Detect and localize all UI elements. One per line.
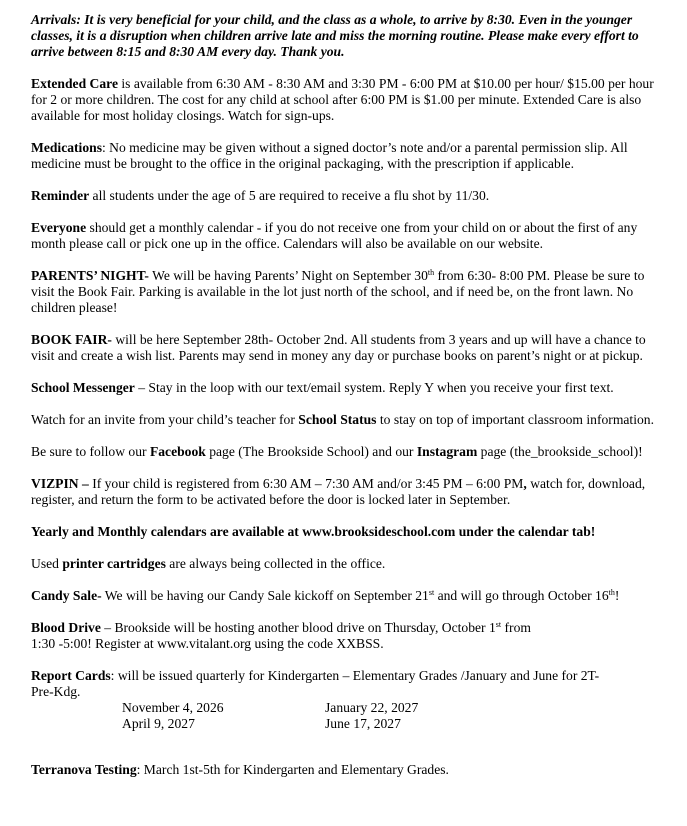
arrivals-paragraph [31, 12, 671, 60]
printer-paragraph [31, 556, 671, 572]
candy-sale-text-a: We will be having our Candy Sale kickoff on September 21 [101, 588, 429, 603]
report-card-dates [122, 700, 671, 732]
school-status-bold: School Status [298, 412, 377, 427]
school-messenger-text: – Stay in the loop with our text/email system. Reply Y when you receive your first text. [134, 380, 614, 395]
parents-night-text-a: We will be having Parents’ Night on September 30 [148, 268, 428, 283]
report-date: April 9, 2027 [122, 716, 195, 731]
candy-sale-ordinal-a: st [428, 588, 435, 597]
blood-drive-text-a: – Brookside will be hosting another blood drive on Thursday, October 1 [100, 620, 496, 635]
blood-drive-ordinal: st [495, 620, 502, 629]
terranova-text: : March 1st-5th for Kindergarten and Elementary Grades. [136, 762, 449, 777]
report-cards-paragraph [31, 668, 671, 700]
reminder-paragraph [31, 188, 671, 204]
social-text-b: page (The Brookside School) and our [205, 444, 417, 459]
medications-heading: Medications [31, 140, 102, 155]
school-messenger-paragraph [31, 380, 671, 396]
reminder-text: all students under the age of 5 are required to receive a flu shot by 11/30. [89, 188, 490, 203]
blood-drive-text-b: from [501, 620, 531, 635]
extended-care-heading: Extended Care [31, 76, 118, 91]
calendars-text: Yearly and Monthly calendars are available at www.brooksideschool.com under the calendar tab! [31, 524, 596, 539]
book-fair-text: will be here September 28th- October 2nd. All students from 3 years and up will have a chance to visit and create a wish list. Parents may send in money any day or purchase books on parent’s night or at pickup. [31, 332, 646, 363]
report-cards-text: : will be issued quarterly for Kindergarten – Elementary Grades /January and June for 2T-Pre-Kdg. [31, 668, 600, 699]
candy-sale-heading: Candy Sale- [31, 588, 102, 603]
school-status-text-a: Watch for an invite from your child’s teacher for [31, 412, 299, 427]
report-date: January 22, 2027 [325, 700, 419, 715]
blood-drive-line2: 1:30 -5:00! Register at www.vitalant.org using the code XXBSS. [31, 636, 384, 651]
candy-sale-paragraph [31, 588, 671, 604]
social-text-c: page (the_brookside_school)! [477, 444, 643, 459]
terranova-paragraph [31, 762, 671, 778]
terranova-heading: Terranova Testing [31, 762, 137, 777]
spacer [31, 732, 671, 762]
reminder-heading: Reminder [31, 188, 90, 203]
vizpin-comma: , [523, 476, 527, 491]
social-paragraph [31, 444, 671, 460]
parents-night-ordinal: th [427, 268, 435, 277]
vizpin-heading: VIZPIN – [31, 476, 93, 491]
report-cards-heading: Report Cards [31, 668, 111, 683]
book-fair-heading: BOOK FAIR- [31, 332, 112, 347]
facebook-label: Facebook [149, 444, 206, 459]
instagram-label: Instagram [416, 444, 478, 459]
newsletter-page [31, 12, 671, 794]
vizpin-paragraph [31, 476, 671, 508]
medications-text: : No medicine may be given without a signed doctor’s note and/or a parental permission slip. All medicine must be brought to the office in the original packaging, with the prescription if applicable. [31, 140, 628, 171]
parents-night-paragraph [31, 268, 671, 316]
candy-sale-ordinal-b: th [608, 588, 615, 597]
printer-bold: printer cartridges [62, 556, 166, 571]
arrivals-text: Arrivals: It is very beneficial for your child, and the class as a whole, to arrive by 8:30. Even in the younger classes, it is a disruption when children arrive late and miss the morning routine. Please make every effort to arrive between 8:15 and 8:30 AM every day. Thank you. [31, 12, 639, 59]
everyone-heading: Everyone [31, 220, 87, 235]
book-fair-paragraph [31, 332, 671, 364]
extended-care-paragraph [31, 76, 671, 124]
vizpin-text-a: If your child is registered from 6:30 AM – 7:30 AM and/or 3:45 PM – 6:00 PM [92, 476, 524, 491]
calendars-paragraph [31, 524, 671, 540]
everyone-text: should get a monthly calendar - if you do not receive one from your child on or about the first of any month please call or pick one up in the office. Calendars will also be available on our website. [31, 220, 638, 251]
report-date: June 17, 2027 [325, 716, 401, 731]
medications-paragraph [31, 140, 671, 172]
blood-drive-heading: Blood Drive [31, 620, 101, 635]
candy-sale-text-c: ! [614, 588, 620, 603]
parents-night-text-b: from 6:30- 8:00 PM. Please be sure to visit the Book Fair. Parking is available in the lot just north of the school, and if need be, on the front lawn. No children please! [31, 268, 645, 315]
vizpin-text-b: watch for, download, register, and return the form to be activated before the door is locked later in September. [31, 476, 646, 507]
everyone-paragraph [31, 220, 671, 252]
candy-sale-text-b: and will go through October 16 [434, 588, 609, 603]
extended-care-text: is available from 6:30 AM - 8:30 AM and 3:30 PM - 6:00 PM at $10.00 per hour/ $15.00 per hour for 2 or more children. The cost for any child at school after 6:00 PM is $1.00 per minute. Extended Care is also available for most holiday closings. Watch for sign-ups. [31, 76, 654, 123]
printer-text-b: are always being collected in the office. [165, 556, 386, 571]
school-status-paragraph [31, 412, 671, 428]
printer-text-a: Used [31, 556, 63, 571]
parents-night-heading: PARENTS’ NIGHT- [31, 268, 149, 283]
social-text-a: Be sure to follow our [31, 444, 150, 459]
school-messenger-heading: School Messenger [31, 380, 135, 395]
blood-drive-paragraph [31, 620, 671, 652]
school-status-text-b: to stay on top of important classroom information. [376, 412, 654, 427]
report-date: November 4, 2026 [122, 700, 224, 715]
